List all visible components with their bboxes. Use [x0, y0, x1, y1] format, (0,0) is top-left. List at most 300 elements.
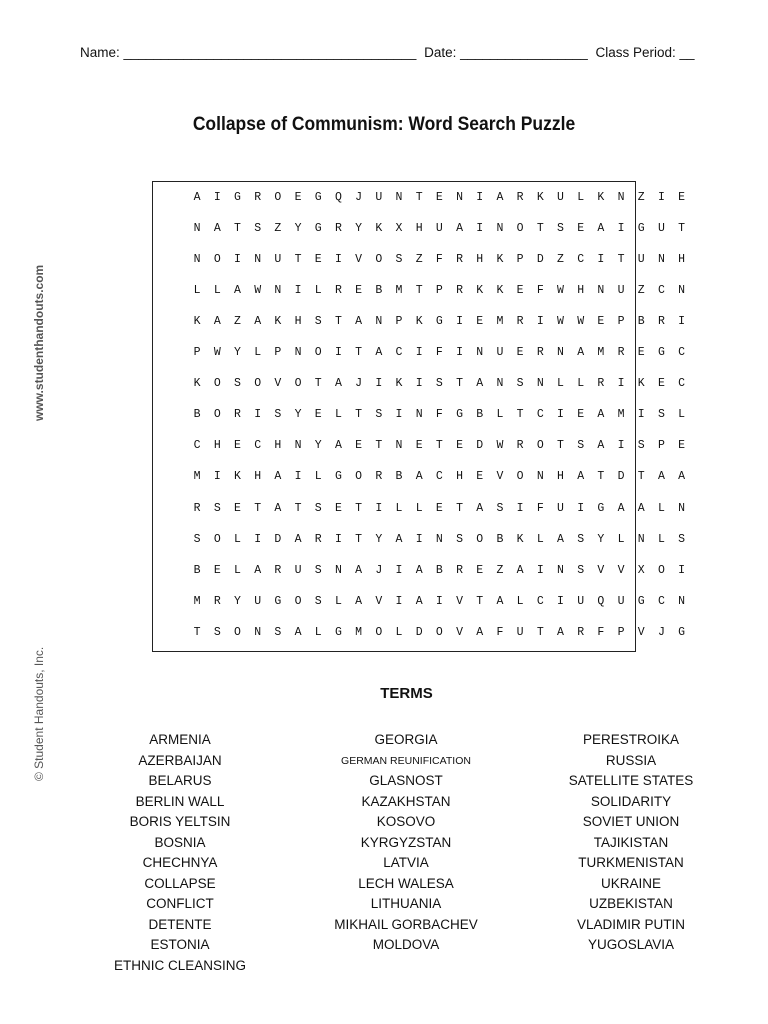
grid-letter: N — [536, 377, 544, 391]
grid-letter: G — [274, 594, 282, 608]
grid-letter: L — [254, 346, 262, 360]
grid-letter: M — [597, 346, 605, 360]
grid-letter: F — [536, 284, 544, 298]
grid-letter: N — [395, 191, 403, 204]
grid-letter: T — [516, 408, 524, 422]
grid-letter: I — [617, 439, 625, 453]
term-item: MIKHAIL GORBACHEV — [334, 916, 478, 932]
grid-letter: O — [254, 377, 262, 391]
grid-letter: E — [456, 439, 463, 453]
grid-letter: L — [496, 408, 504, 422]
grid-letter: R — [254, 191, 262, 204]
grid-letter: T — [557, 439, 564, 453]
grid-letter: A — [597, 222, 605, 236]
grid-letter: I — [294, 470, 302, 484]
grid-letter: A — [637, 501, 645, 515]
grid-letter: K — [496, 253, 504, 267]
grid-letter: E — [213, 563, 221, 577]
term-item: GERMAN REUNIFICATION — [341, 754, 471, 767]
grid-letter: R — [516, 315, 524, 329]
grid-letter: I — [234, 253, 241, 267]
grid-letter: O — [314, 346, 322, 360]
term-item: TAJIKISTAN — [593, 834, 669, 850]
grid-letter: E — [294, 191, 302, 204]
grid-letter: T — [314, 377, 322, 391]
grid-letter: H — [557, 470, 564, 484]
term-item: BORIS YELTSIN — [129, 814, 231, 829]
grid-letter: K — [516, 532, 524, 546]
grid-letter: B — [395, 470, 403, 484]
grid-letter: L — [334, 594, 342, 608]
grid-letter: Y — [314, 439, 322, 453]
grid-letter: K — [375, 222, 383, 236]
grid-letter: D — [617, 470, 625, 484]
name-field-label: Name: _______________________________________ — [80, 45, 417, 60]
grid-letter: D — [476, 439, 484, 453]
grid-letter: L — [314, 625, 322, 639]
grid-letter: S — [678, 532, 686, 546]
grid-letter: K — [193, 315, 201, 329]
grid-letter: L — [577, 377, 585, 391]
grid-letter: T — [355, 346, 363, 360]
grid-letter: H — [294, 315, 302, 329]
grid-letter: F — [496, 625, 504, 639]
term-item: PERESTROIKA — [582, 732, 680, 747]
grid-letter: N — [254, 253, 262, 267]
grid-letter: A — [496, 594, 504, 608]
grid-letter: V — [637, 625, 645, 639]
grid-letter: U — [274, 253, 282, 267]
grid-letter: S — [213, 501, 221, 515]
terms-column-3 — [531, 730, 731, 956]
grid-letter: S — [577, 563, 585, 577]
grid-letter: E — [516, 346, 524, 360]
term-item: YUGOSLAVIA — [587, 937, 675, 952]
grid-letter: S — [435, 377, 443, 391]
grid-letter: A — [274, 470, 282, 484]
grid-letter: R — [274, 563, 282, 577]
grid-letter: G — [637, 594, 645, 608]
grid-letter: U — [557, 501, 564, 515]
grid-letter: N — [294, 346, 302, 360]
grid-letter: W — [557, 284, 564, 298]
grid-letter: E — [597, 315, 605, 329]
grid-letter: N — [294, 439, 302, 453]
grid-letter: M — [617, 408, 625, 422]
class-period-label: Class Period: __ — [595, 45, 695, 60]
grid-letter: S — [314, 501, 322, 515]
grid-letter: K — [415, 315, 423, 329]
grid-letter: V — [355, 253, 363, 267]
grid-letter: Y — [294, 222, 302, 236]
grid-letter: T — [617, 253, 625, 267]
term-item: KYRGYZSTAN — [360, 834, 452, 850]
grid-letter: N — [274, 284, 282, 298]
grid-letter: A — [597, 408, 605, 422]
grid-letter: O — [657, 563, 665, 577]
grid-letter: F — [435, 253, 443, 267]
grid-letter: I — [597, 253, 605, 267]
grid-letter: O — [213, 532, 221, 546]
grid-letter: S — [193, 532, 201, 546]
grid-letter: K — [274, 315, 282, 329]
grid-letter: N — [375, 315, 383, 329]
grid-letter: R — [193, 501, 201, 515]
grid-letter: M — [193, 594, 201, 608]
grid-letter: P — [395, 315, 403, 329]
grid-letter: Y — [355, 222, 363, 236]
grid-letter: J — [355, 377, 363, 391]
term-item: CHECHNYA — [142, 855, 218, 870]
grid-letter: N — [415, 408, 423, 422]
grid-letter: E — [577, 222, 585, 236]
term-item: ARMENIA — [149, 732, 211, 747]
grid-letter: A — [557, 532, 564, 546]
grid-letter: C — [678, 377, 686, 391]
grid-letter: G — [234, 191, 241, 204]
grid-letter: Z — [415, 253, 423, 267]
grid-letter: T — [435, 439, 443, 453]
grid-letter: S — [557, 222, 564, 236]
grid-letter: I — [678, 315, 686, 329]
grid-letter: L — [193, 284, 201, 298]
grid-letter: K — [597, 191, 605, 204]
grid-letter: S — [234, 377, 241, 391]
grid-letter: T — [193, 625, 201, 639]
grid-letter: I — [213, 191, 221, 204]
grid-letter: N — [456, 191, 463, 204]
grid-letter: A — [193, 191, 201, 204]
grid-letter: A — [274, 501, 282, 515]
grid-letter: N — [597, 284, 605, 298]
grid-letter: N — [435, 532, 443, 546]
grid-letter: N — [334, 563, 342, 577]
grid-letter: A — [496, 191, 504, 204]
grid-letter: W — [213, 346, 221, 360]
word-search-grid — [152, 181, 686, 652]
grid-letter: T — [637, 470, 645, 484]
grid-row — [187, 284, 692, 304]
grid-letter: T — [536, 625, 544, 639]
grid-letter: V — [456, 594, 463, 608]
grid-letter: A — [597, 439, 605, 453]
website-credit: www.studenthandouts.com — [32, 264, 46, 421]
grid-row — [187, 222, 692, 242]
grid-letter: R — [577, 625, 585, 639]
grid-letter: I — [637, 408, 645, 422]
grid-letter: Z — [496, 563, 504, 577]
grid-letter: V — [375, 594, 383, 608]
term-item: BELARUS — [148, 773, 212, 788]
grid-letter: W — [557, 315, 564, 329]
grid-letter: G — [637, 222, 645, 236]
term-item: KOSOVO — [376, 814, 436, 829]
grid-letter: Y — [294, 408, 302, 422]
grid-letter: E — [355, 439, 363, 453]
grid-letter: T — [597, 470, 605, 484]
term-item: UKRAINE — [600, 875, 661, 891]
grid-letter: T — [355, 408, 363, 422]
grid-letter: S — [375, 408, 383, 422]
grid-letter: I — [415, 532, 423, 546]
grid-letter: L — [516, 594, 524, 608]
grid-letter: A — [557, 625, 564, 639]
grid-letter: E — [476, 470, 484, 484]
grid-letter: T — [415, 191, 423, 204]
term-item: ETHNIC CLEANSING — [113, 957, 247, 973]
grid-letter: N — [637, 532, 645, 546]
terms-column-2 — [306, 730, 506, 956]
grid-letter: I — [294, 284, 302, 298]
grid-letter: A — [476, 377, 484, 391]
grid-letter: E — [234, 439, 241, 453]
grid-letter: I — [395, 408, 403, 422]
term-item: LECH WALESA — [358, 875, 454, 891]
grid-letter: O — [213, 253, 221, 267]
grid-letter: W — [496, 439, 504, 453]
grid-letter: I — [375, 501, 383, 515]
grid-letter: R — [334, 284, 342, 298]
grid-letter: I — [375, 377, 383, 391]
grid-letter: L — [577, 191, 585, 204]
grid-row — [187, 502, 692, 522]
grid-letter: I — [334, 346, 342, 360]
grid-letter: S — [496, 501, 504, 515]
grid-letter: O — [234, 625, 241, 639]
grid-letter: E — [355, 284, 363, 298]
grid-letter: V — [456, 625, 463, 639]
grid-letter: A — [678, 470, 686, 484]
grid-letter: H — [415, 222, 423, 236]
grid-letter: U — [617, 594, 625, 608]
grid-row — [187, 346, 692, 366]
grid-letter: S — [213, 625, 221, 639]
grid-letter: D — [274, 532, 282, 546]
grid-letter: E — [314, 253, 322, 267]
grid-letter: V — [617, 563, 625, 577]
grid-letter: L — [234, 532, 241, 546]
grid-letter: Z — [234, 315, 241, 329]
grid-letter: A — [294, 532, 302, 546]
grid-letter: A — [456, 222, 463, 236]
grid-letter: T — [234, 222, 241, 236]
grid-letter: S — [577, 532, 585, 546]
grid-letter: A — [476, 501, 484, 515]
grid-letter: C — [536, 408, 544, 422]
grid-letter: M — [496, 315, 504, 329]
grid-letter: I — [516, 501, 524, 515]
grid-letter: N — [557, 563, 564, 577]
grid-letter: Y — [375, 532, 383, 546]
grid-letter: Z — [637, 284, 645, 298]
grid-letter: A — [294, 625, 302, 639]
grid-letter: G — [657, 346, 665, 360]
grid-letter: R — [314, 532, 322, 546]
grid-letter: I — [213, 470, 221, 484]
grid-letter: A — [254, 563, 262, 577]
grid-letter: S — [274, 625, 282, 639]
grid-letter: R — [657, 315, 665, 329]
grid-row — [187, 564, 692, 584]
grid-letter: C — [254, 439, 262, 453]
grid-letter: G — [314, 191, 322, 204]
grid-letter: O — [536, 439, 544, 453]
grid-letter: S — [456, 532, 463, 546]
grid-letter: T — [294, 501, 302, 515]
grid-letter: S — [314, 594, 322, 608]
grid-letter: L — [234, 563, 241, 577]
grid-letter: T — [415, 284, 423, 298]
grid-letter: T — [456, 501, 463, 515]
grid-letter: G — [334, 625, 342, 639]
grid-letter: W — [254, 284, 262, 298]
grid-letter: U — [435, 222, 443, 236]
grid-letter: R — [334, 222, 342, 236]
grid-letter: I — [254, 532, 262, 546]
term-item: DETENTE — [148, 916, 212, 932]
grid-letter: I — [415, 377, 423, 391]
grid-letter: A — [577, 470, 585, 484]
student-info-header — [80, 45, 700, 60]
grid-letter: I — [617, 222, 625, 236]
grid-letter: N — [536, 470, 544, 484]
grid-letter: L — [213, 284, 221, 298]
copyright-credit: © Student Handouts, Inc. — [32, 646, 46, 781]
grid-letter: R — [516, 439, 524, 453]
term-item: BERLIN WALL — [135, 793, 225, 809]
grid-letter: P — [193, 346, 201, 360]
grid-letter: L — [536, 532, 544, 546]
grid-letter: P — [435, 284, 443, 298]
grid-row — [187, 595, 692, 615]
term-item: GLASNOST — [369, 773, 443, 788]
grid-letter: C — [536, 594, 544, 608]
grid-letter: U — [496, 346, 504, 360]
grid-letter: I — [456, 315, 463, 329]
grid-letter: P — [274, 346, 282, 360]
grid-letter: L — [395, 501, 403, 515]
grid-letter: V — [496, 470, 504, 484]
term-item: AZERBAIJAN — [138, 752, 222, 768]
grid-letter: E — [435, 191, 443, 204]
grid-row — [187, 533, 692, 553]
grid-letter: O — [294, 594, 302, 608]
grid-letter: A — [375, 346, 383, 360]
grid-letter: F — [536, 501, 544, 515]
grid-letter: O — [476, 532, 484, 546]
grid-letter: N — [476, 346, 484, 360]
grid-row — [187, 439, 692, 459]
grid-letter: E — [476, 563, 484, 577]
grid-letter: S — [395, 253, 403, 267]
grid-letter: S — [314, 315, 322, 329]
grid-letter: C — [395, 346, 403, 360]
grid-letter: N — [496, 222, 504, 236]
term-item: LITHUANIA — [370, 896, 442, 911]
grid-row — [187, 253, 692, 273]
grid-letter: U — [657, 222, 665, 236]
grid-letter: B — [435, 563, 443, 577]
grid-letter: I — [476, 191, 484, 204]
grid-letter: A — [355, 315, 363, 329]
grid-letter: O — [375, 625, 383, 639]
grid-letter: I — [415, 346, 423, 360]
grid-letter: O — [294, 377, 302, 391]
grid-letter: K — [476, 284, 484, 298]
grid-letter: U — [254, 594, 262, 608]
grid-letter: R — [617, 346, 625, 360]
grid-letter: G — [435, 315, 443, 329]
grid-letter: T — [294, 253, 302, 267]
grid-letter: Z — [274, 222, 282, 236]
grid-letter: R — [516, 191, 524, 204]
grid-letter: A — [657, 470, 665, 484]
grid-letter: O — [274, 191, 282, 204]
grid-letter: G — [597, 501, 605, 515]
grid-letter: S — [274, 408, 282, 422]
grid-row — [187, 315, 692, 335]
grid-letter: N — [193, 253, 201, 267]
grid-letter: K — [395, 377, 403, 391]
grid-letter: U — [577, 594, 585, 608]
grid-letter: L — [334, 408, 342, 422]
grid-letter: C — [435, 470, 443, 484]
grid-letter: Z — [557, 253, 564, 267]
term-item: GEORGIA — [374, 732, 438, 747]
grid-letter: L — [657, 501, 665, 515]
grid-letter: A — [355, 563, 363, 577]
grid-letter: B — [193, 408, 201, 422]
grid-letter: L — [617, 532, 625, 546]
grid-letter: I — [577, 501, 585, 515]
grid-letter: E — [234, 501, 241, 515]
grid-letter: H — [456, 470, 463, 484]
grid-letter: B — [496, 532, 504, 546]
grid-letter: O — [435, 625, 443, 639]
grid-letter: C — [657, 284, 665, 298]
grid-letter: C — [657, 594, 665, 608]
grid-letter: E — [577, 408, 585, 422]
grid-letter: L — [395, 625, 403, 639]
term-item: MOLDOVA — [372, 937, 440, 952]
grid-letter: I — [334, 253, 342, 267]
grid-letter: P — [516, 253, 524, 267]
grid-letter: U — [294, 563, 302, 577]
grid-letter: H — [678, 253, 686, 267]
grid-letter: I — [536, 563, 544, 577]
grid-letter: F — [435, 408, 443, 422]
grid-letter: P — [657, 439, 665, 453]
terms-heading: TERMS — [380, 685, 433, 702]
grid-letter: A — [234, 284, 241, 298]
term-item: BOSNIA — [154, 834, 206, 850]
grid-letter: U — [637, 253, 645, 267]
grid-letter: S — [516, 377, 524, 391]
grid-letter: K — [193, 377, 201, 391]
grid-letter: H — [274, 439, 282, 453]
grid-row — [187, 626, 692, 646]
grid-letter: S — [637, 439, 645, 453]
grid-letter: B — [476, 408, 484, 422]
grid-letter: E — [637, 346, 645, 360]
grid-letter: R — [456, 284, 463, 298]
grid-letter: K — [496, 284, 504, 298]
grid-letter: R — [597, 377, 605, 391]
term-item: ESTONIA — [150, 937, 210, 952]
grid-letter: N — [395, 439, 403, 453]
term-item: KAZAKHSTAN — [361, 793, 451, 809]
grid-letter: H — [254, 470, 262, 484]
